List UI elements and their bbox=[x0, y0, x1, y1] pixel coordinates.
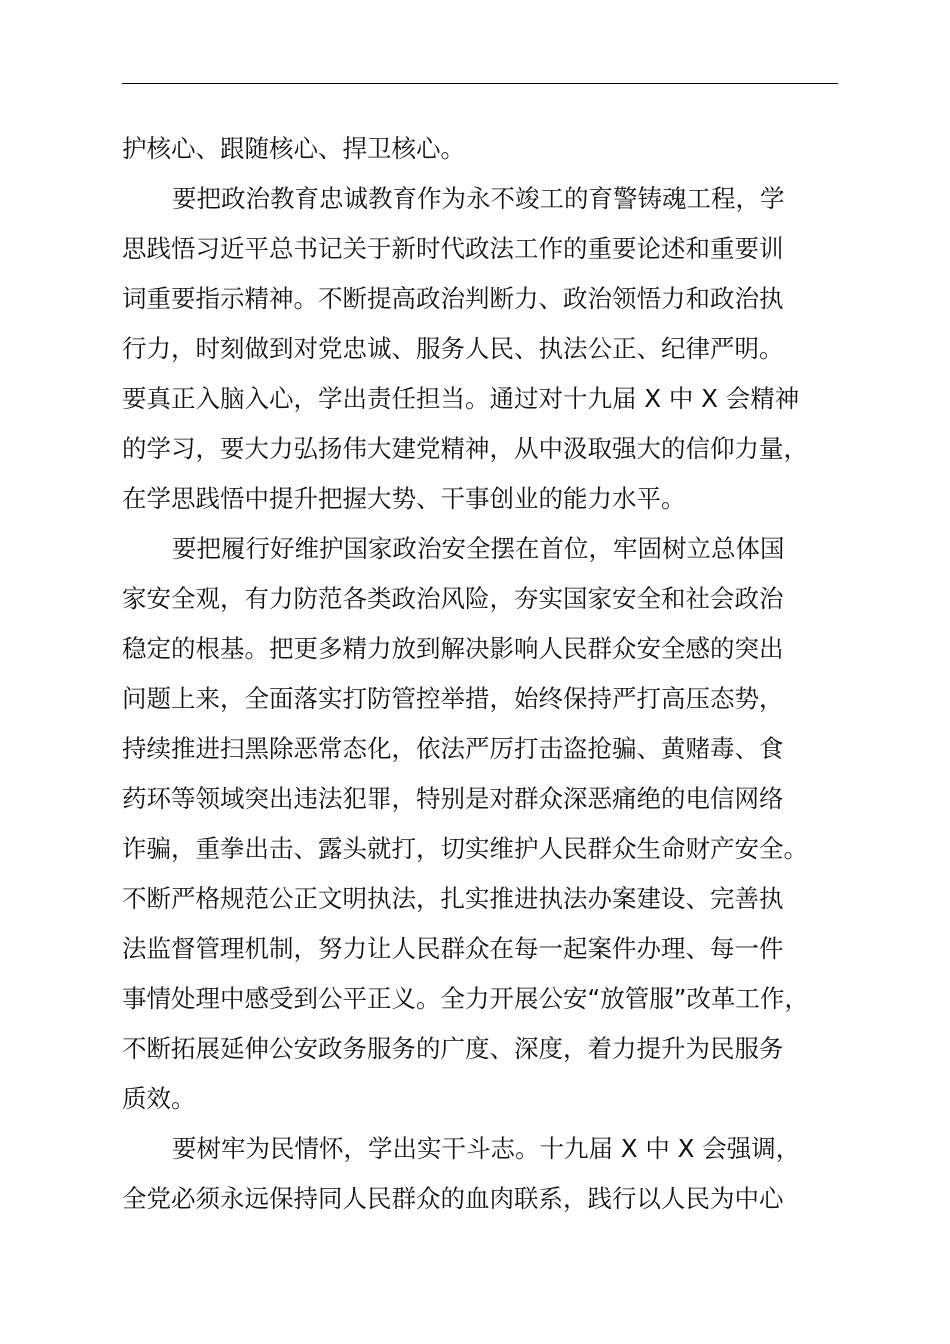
text-line: 诈骗，重拳出击、露头就打，切实维护人民群众生命财产安全。 bbox=[122, 834, 808, 863]
text-line: 要树牢为民情怀，学出实干斗志。十九届 X 中 X 会强调， bbox=[172, 1134, 801, 1163]
text-line: 要真正入脑入心，学出责任担当。通过对十九届 X 中 X 会精神 bbox=[122, 384, 800, 413]
text-line: 稳定的根基。把更多精力放到解决影响人民群众安全感的突出 bbox=[122, 634, 784, 663]
text-line: 在学思践悟中提升把握大势、干事创业的能力水平。 bbox=[122, 484, 686, 513]
text-line: 词重要指示精神。不断提高政治判断力、政治领悟力和政治执 bbox=[122, 284, 784, 313]
text-line: 药环等领域突出违法犯罪，特别是对群众深恶痛绝的电信网络 bbox=[122, 784, 784, 813]
text-line: 行力，时刻做到对党忠诚、服务人民、执法公正、纪律严明。 bbox=[122, 334, 784, 363]
text-line: 持续推进扫黑除恶常态化，依法严厉打击盗抢骗、黄赌毒、食 bbox=[122, 734, 784, 763]
text-line: 的学习，要大力弘扬伟大建党精神，从中汲取强大的信仰力量， bbox=[122, 434, 808, 463]
text-line: 要把政治教育忠诚教育作为永不竣工的育警铸魂工程，学 bbox=[172, 184, 785, 213]
text-line: 不断严格规范公正文明执法，扎实推进执法办案建设、完善执 bbox=[122, 884, 784, 913]
text-line: 事情处理中感受到公平正义。全力开展公安“放管服”改革工作， bbox=[122, 984, 809, 1013]
text-line: 思践悟习近平总书记关于新时代政法工作的重要论述和重要训 bbox=[122, 234, 784, 263]
header-rule bbox=[122, 83, 838, 84]
text-line: 法监督管理机制，努力让人民群众在每一起案件办理、每一件 bbox=[122, 934, 784, 963]
text-line: 全党必须永远保持同人民群众的血肉联系，践行以人民为中心 bbox=[122, 1184, 784, 1213]
body-text bbox=[122, 124, 838, 1224]
text-line: 要把履行好维护国家政治安全摆在首位，牢固树立总体国 bbox=[172, 534, 785, 563]
text-line: 护核心、跟随核心、捍卫核心。 bbox=[122, 134, 465, 163]
text-line: 问题上来，全面落实打防管控举措，始终保持严打高压态势， bbox=[122, 684, 784, 713]
text-line: 质效。 bbox=[122, 1084, 196, 1113]
text-line: 家安全观，有力防范各类政治风险，夯实国家安全和社会政治 bbox=[122, 584, 784, 613]
text-line: 不断拓展延伸公安政务服务的广度、深度，着力提升为民服务 bbox=[122, 1034, 784, 1063]
